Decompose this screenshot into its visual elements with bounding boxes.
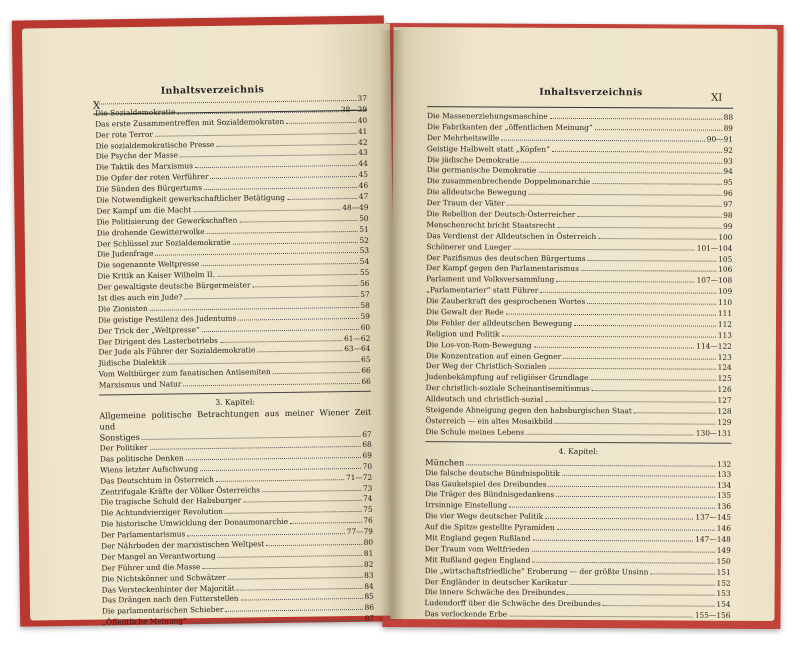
entry-page: 128: [717, 406, 732, 416]
dot-leader: [538, 166, 721, 174]
dot-leader: [238, 312, 358, 321]
entry-page: 52: [359, 235, 369, 245]
right-chapter-entries-list: [424, 468, 731, 622]
entry-title: Menschenrecht bricht Staatsrecht: [426, 220, 556, 230]
entry-title: Der Politiker: [99, 442, 148, 453]
chapter-4-label: 4. Kapitel:: [558, 446, 599, 456]
entry-title: Schönerer und Lueger: [426, 241, 512, 252]
dot-leader: [545, 512, 693, 520]
entry-title: Die historische Umwicklung der Donaumonarchie: [100, 517, 289, 529]
entry-page: 107—108: [696, 275, 733, 286]
entry-page: 105: [718, 254, 733, 264]
entry-title: Die Träger des Bündnisgedankens: [425, 489, 555, 500]
dot-leader: [562, 468, 715, 476]
dot-leader: [506, 308, 716, 316]
dot-leader: [588, 254, 717, 262]
entry-title: Auf die Spitze gestellte Pyramiden: [424, 522, 555, 532]
dot-leader: [592, 384, 716, 392]
dot-leader: [507, 199, 722, 207]
dot-leader: [533, 340, 694, 348]
entry-title: Alldeutsch und christlich-sozial: [425, 394, 544, 404]
dot-leader: [240, 592, 362, 601]
entry-title: Das Drängen nach den Futterstellen: [101, 594, 239, 605]
dot-leader: [184, 290, 358, 299]
entry-title: Das verlockende Erbe: [424, 609, 508, 619]
entry-page: 134: [717, 480, 732, 490]
entry-title: Die vier Wege deutscher Politik: [424, 511, 544, 521]
right-page-header: Inhaltsverzeichnis: [539, 86, 643, 99]
entry-title: Die Massenerziehungsmaschine: [427, 111, 548, 121]
left-chapter-entries-list: [100, 440, 375, 629]
left-page-header: Inhaltsverzeichnis: [160, 84, 265, 97]
entry-page: 40: [357, 115, 368, 125]
entry-page: 46: [358, 180, 369, 191]
entry-page: 37: [357, 93, 367, 103]
entry-title: Der Nährboden der marxistischen Weltpest: [101, 539, 265, 551]
dot-leader: [567, 588, 714, 596]
entry-page: 93: [723, 156, 733, 166]
dot-leader: [218, 549, 362, 558]
entry-page: 98: [723, 210, 733, 220]
entry-title: Die tragische Schuld der Habsburger: [100, 495, 242, 507]
dot-leader: [548, 362, 715, 370]
entry-title: Die Los-von-Rom-Bewegung: [425, 339, 532, 350]
entry-page: 155—156: [694, 610, 731, 620]
entry-page: 106: [718, 265, 733, 275]
entry-title: Der Jude als Führer der Sozialdemokratie: [98, 345, 256, 358]
dot-leader: [207, 225, 358, 234]
dot-leader: [225, 505, 361, 514]
entry-page: 63—64: [344, 344, 371, 354]
toc-entry: [425, 427, 731, 439]
dot-leader: [501, 133, 704, 141]
entry-page: 84: [364, 581, 374, 591]
entry-title: Das Deutschtum in Österreich: [100, 474, 214, 486]
dot-leader: [574, 319, 716, 327]
dot-leader: [532, 555, 714, 563]
dot-leader: [233, 236, 358, 245]
entry-title: Der Kampf gegen den Parlamentarismus: [426, 263, 579, 274]
entry-title: Der Mangel an Verantwortung: [101, 550, 216, 562]
entry-title: Die alldeutsche Bewegung: [426, 187, 527, 197]
entry-page: 44: [358, 159, 368, 169]
dot-leader: [550, 112, 722, 120]
entry-page: 114—122: [696, 341, 732, 351]
dot-leader: [590, 373, 715, 381]
entry-page: 85: [364, 592, 374, 602]
dot-leader: [529, 188, 722, 196]
dot-leader: [216, 473, 344, 482]
entry-title: Parlament und Volksversammlung: [426, 274, 555, 285]
entry-title: Die Zauberkraft des gesprochenen Wortes: [426, 296, 586, 307]
dot-leader: [513, 242, 695, 250]
dot-leader: [220, 334, 342, 343]
entry-page: 67: [362, 429, 372, 439]
dot-leader: [592, 177, 721, 185]
entry-title: Der Trick der „Weltpresse“: [98, 324, 200, 336]
entry-page: 38—39: [340, 104, 368, 115]
entry-page: 41: [357, 126, 368, 136]
entry-page: 94: [723, 167, 733, 177]
entry-page: 109: [718, 286, 733, 297]
entry-title: Der Schlüssel zur Sozialdemokratie: [96, 237, 231, 249]
entry-page: 112: [717, 319, 733, 329]
dot-leader: [587, 297, 716, 305]
entry-title: Der Führer und die Masse: [101, 561, 201, 573]
entry-page: 92: [723, 145, 733, 155]
entry-title: Die Achtundvierziger Revolution: [100, 507, 224, 518]
dot-leader: [556, 275, 694, 283]
entry-page: 69: [362, 450, 372, 460]
entry-page: 99: [723, 221, 733, 231]
entry-title: Die falsche deutsche Bündnispolitik: [425, 467, 560, 478]
dot-leader: [202, 323, 359, 332]
dot-leader: [526, 428, 694, 436]
dot-leader: [225, 603, 362, 612]
dot-leader: [502, 329, 716, 337]
entry-page: 123: [717, 352, 732, 362]
entry-title: Der Pazifismus des deutschen Bürgertums: [426, 252, 586, 263]
entry-title: Der Dirigent des Lasterbetriebs: [98, 335, 218, 347]
entry-page: 54: [359, 257, 370, 267]
entry-title: Steigende Abneigung gegen den habsburgischen Staat: [425, 405, 632, 416]
right-chapter-divider: [425, 441, 731, 444]
right-toc: [424, 111, 733, 622]
entry-page: 45: [358, 170, 369, 180]
dot-leader: [532, 534, 693, 542]
entry-page: 125: [717, 374, 732, 384]
entry-page: 151: [716, 567, 731, 577]
dot-leader: [177, 105, 339, 114]
entry-title: Marxismus und Natur: [98, 379, 182, 390]
entry-page: 50: [359, 213, 369, 223]
entry-title: Die drohende Gewitterwolke: [96, 226, 205, 238]
entry-page: 153: [716, 589, 731, 599]
entry-title: Die Fehler der alldeutschen Bewegung: [425, 318, 573, 328]
left-page-number: X: [92, 100, 101, 112]
left-page: [22, 23, 398, 627]
dot-leader: [532, 545, 715, 553]
dot-leader: [150, 301, 359, 311]
entry-title: Die parlamentarischen Schieber: [101, 605, 224, 616]
entry-title: Der Engländer in deutscher Karikatur: [424, 576, 568, 587]
entry-page: 133: [717, 469, 732, 479]
dot-leader: [187, 527, 345, 536]
dot-leader: [168, 355, 359, 365]
entry-title: Die Sünden des Bürgertums: [96, 183, 203, 194]
entry-title: Judenbekämpfung auf religiöser Grundlage: [425, 372, 589, 383]
entry-title: Die Rebellion der Deutsch-Österreicher: [426, 209, 576, 219]
entry-title: Die Schule meines Lebens: [425, 426, 525, 437]
dot-leader: [155, 127, 356, 137]
entry-title: Geistige Halbwelt statt „Köpfen“: [426, 143, 550, 154]
dot-leader: [521, 155, 721, 163]
dot-leader: [540, 286, 716, 294]
entry-page: 130—131: [695, 428, 732, 438]
right-page: [390, 27, 777, 621]
entry-title: Die Nichtskönner und Schwätzer: [101, 572, 226, 584]
entry-title: Das Verdienst der Alldeutschen in Österreich: [426, 230, 597, 241]
entry-page: 76: [363, 515, 373, 526]
entry-title: Religion und Politik: [425, 328, 500, 339]
entry-title: Der Kampf um die Macht: [96, 205, 192, 216]
entry-title: Die Judenfrage: [96, 249, 154, 260]
chapter-3-title-line1: Allgemeine politische Betrachtungen aus meiner Wiener Zeit und: [99, 406, 372, 432]
dot-leader: [239, 214, 357, 223]
dot-leader: [595, 123, 722, 131]
dot-leader: [186, 451, 361, 460]
entry-title: Die Notwendigkeit gewerkschaftlicher Betätigung: [96, 192, 286, 205]
entry-title: Vom Weltbürger zum fanatischen Antisemiten: [98, 367, 271, 379]
entry-page: 111: [717, 308, 733, 318]
dot-leader: [180, 148, 356, 157]
left-toc: [92, 93, 375, 629]
dot-leader: [183, 377, 359, 386]
entry-title: Sonstiges: [99, 432, 140, 443]
dot-leader: [557, 523, 715, 531]
entry-title: Der Mehrheitswille: [426, 132, 500, 143]
dot-leader: [210, 170, 356, 179]
entry-title: Die Kritik an Kaiser Wilhelm II.: [97, 270, 216, 281]
chapter-3-label: 3. Kapitel:: [215, 397, 256, 407]
entry-page: 86: [364, 603, 375, 613]
dot-leader: [201, 257, 358, 266]
entry-page: 96: [723, 188, 733, 199]
entry-page: 58: [360, 300, 370, 310]
dot-leader: [237, 581, 363, 590]
entry-title: Mit England gegen Rußland: [424, 533, 531, 543]
dot-leader: [243, 494, 361, 503]
entry-page: 83: [364, 570, 374, 580]
entry-page: 73: [362, 483, 373, 493]
dot-leader: [569, 577, 714, 585]
entry-page: 97: [723, 199, 733, 209]
entry-title: „Parlamentarier“ statt Führer: [426, 285, 539, 296]
dot-leader: [273, 366, 360, 374]
dot-leader: [228, 571, 362, 580]
dot-leader: [548, 479, 715, 487]
entry-title: Der gewaltigste deutsche Bürgermeister: [97, 280, 251, 292]
entry-page: 152: [716, 578, 731, 588]
right-page-number: XI: [711, 92, 723, 104]
dot-leader: [650, 567, 714, 574]
dot-leader: [555, 417, 716, 425]
dot-leader: [290, 516, 361, 524]
entry-title: Die Psyche der Masse: [95, 150, 179, 162]
dot-leader: [262, 483, 361, 491]
entry-page: 147—148: [695, 534, 731, 544]
entry-page: 127: [717, 395, 732, 405]
entry-title: Die Fabrikanten der „öffentlichen Meinung“: [427, 122, 593, 132]
entry-page: 55: [359, 268, 370, 278]
entry-page: 71—72: [345, 472, 373, 482]
entry-title: Zentrifugale Kräfte der Völker Österreichs: [100, 484, 261, 497]
entry-page: 136: [716, 501, 732, 512]
entry-page: 137—145: [695, 512, 732, 522]
entry-page: 126: [717, 384, 732, 395]
entry-title: Ist dies auch ein Jude?: [97, 292, 183, 303]
entry-title: Jüdische Dialektik: [98, 357, 167, 368]
entry-title: Die Opfer der roten Verführer: [95, 172, 209, 183]
entry-page: 89: [723, 123, 734, 133]
entry-page: 77—79: [346, 526, 374, 537]
dot-leader: [581, 264, 716, 272]
dot-leader: [252, 279, 358, 287]
entry-page: 61—62: [343, 333, 371, 343]
entry-title: Die Gewalt der Rede: [426, 307, 504, 317]
entry-page: 60: [360, 322, 371, 332]
entry-page: 90—91: [706, 134, 733, 144]
entry-title: Ludendorff über die Schwäche des Dreibundes: [424, 598, 601, 609]
entry-title: Die Taktik des Marxismus: [95, 161, 193, 172]
entry-title: „Öffentliche Meinung“: [102, 616, 187, 627]
dot-leader: [509, 610, 693, 618]
entry-page: 110: [717, 297, 733, 307]
dot-leader: [217, 268, 358, 277]
entry-title: Der Traum der Väter: [426, 198, 505, 208]
entry-page: 43: [358, 148, 368, 158]
entry-title: Die sozialdemokratische Presse: [95, 139, 215, 151]
dot-leader: [286, 116, 356, 124]
entry-title: Das politische Denken: [99, 453, 184, 464]
entry-page: 51: [359, 224, 369, 234]
entry-title: Die innere Schwäche des Dreibundes: [424, 587, 566, 598]
entry-page: 70: [362, 461, 373, 471]
entry-title: Die Zionisten: [97, 303, 148, 314]
dot-leader: [287, 192, 357, 200]
entry-page: 56: [360, 278, 370, 289]
entry-title: Die „wirtschaftsfriedliche“ Eroberung — der größte Unsinn: [424, 565, 649, 576]
entry-page: 88: [723, 112, 734, 122]
dot-leader: [257, 345, 342, 353]
dot-leader: [189, 614, 363, 623]
entry-title: Die Sozialdemokratie: [95, 107, 176, 118]
dot-leader: [603, 599, 715, 607]
entry-page: 53: [359, 246, 370, 256]
entry-page: 68: [362, 439, 372, 449]
entry-title: Der Weg der Christlich-Sozialen: [425, 361, 547, 372]
entry-page: 75: [363, 505, 373, 515]
entry-page: 149: [716, 545, 731, 555]
dot-leader: [557, 221, 721, 229]
entry-page: 66: [361, 366, 371, 376]
dot-leader: [202, 560, 362, 569]
entry-page: 81: [363, 548, 374, 558]
dot-leader: [195, 159, 357, 168]
entry-title: Mit Rußland gegen England: [424, 554, 531, 565]
dot-leader: [155, 246, 357, 256]
dot-leader: [509, 501, 715, 509]
entry-title: Die Konzentration auf einen Gegner: [425, 350, 562, 361]
entry-page: 48—49: [342, 202, 369, 213]
entry-title: Die Politisierung der Gewerkschaften: [96, 215, 238, 227]
entry-page: 42: [358, 137, 368, 147]
entry-title: Der Parlamentarismus: [100, 529, 186, 540]
entry-page: 154: [716, 599, 731, 610]
dot-leader: [193, 203, 340, 212]
right-entries-list: [425, 111, 733, 439]
dot-leader: [556, 490, 715, 498]
dot-leader: [204, 181, 357, 190]
left-entries-list: [92, 93, 371, 392]
entry-page: 87: [364, 613, 375, 624]
dot-leader: [545, 395, 715, 403]
entry-title: Der rote Terror: [95, 129, 154, 140]
entry-title: Die zusammenbrechende Doppelmonarchie: [426, 176, 591, 187]
entry-page: 150: [716, 556, 731, 566]
dot-leader: [634, 406, 716, 413]
entry-page: 132: [717, 459, 732, 469]
entry-page: 95: [723, 178, 733, 188]
dot-leader: [97, 94, 356, 105]
entry-page: 74: [363, 494, 373, 504]
entry-title: Das Versteckenhinter der Majorität: [101, 583, 235, 595]
entry-page: 80: [363, 537, 374, 547]
entry-page: 66: [361, 376, 371, 387]
entry-page: 47: [358, 191, 369, 201]
entry-page: 100: [718, 232, 733, 242]
dot-leader: [563, 351, 716, 359]
entry-title: Der Traum vom Weltfrieden: [424, 544, 530, 554]
dot-leader: [200, 462, 361, 471]
entry-page: 146: [716, 523, 731, 533]
dot-leader: [216, 138, 356, 147]
entry-page: 135: [716, 491, 732, 501]
entry-title: Irrsinnige Einstellung: [425, 500, 508, 510]
entry-title: Die jüdische Demokratie: [426, 154, 520, 165]
dot-leader: [552, 145, 722, 153]
entry-page: 59: [360, 311, 370, 321]
entry-page: 65: [361, 355, 371, 365]
entry-page: 129: [717, 417, 732, 427]
dot-leader: [142, 430, 360, 440]
entry-title: Die geistige Pestilenz des Judentums: [97, 313, 237, 325]
entry-page: 101—104: [696, 243, 733, 253]
entry-title: Der christlich-soziale Scheinantisemitismus: [425, 383, 590, 394]
entry-page: 124: [717, 363, 732, 373]
right-header-rule: [427, 106, 733, 109]
entry-title: Die sogenannte Weltpresse: [97, 259, 200, 270]
dot-leader: [466, 458, 715, 466]
entry-title: Die germanische Demokratie: [426, 165, 537, 176]
entry-title: Das Gaukelspiel des Dreibundes: [425, 478, 547, 489]
toc-entry: [424, 609, 730, 621]
entry-page: 82: [363, 559, 374, 569]
entry-title: Wiens letzter Aufschwung: [99, 463, 199, 475]
dot-leader: [598, 232, 716, 240]
entry-page: 57: [360, 289, 370, 299]
entry-title: Das erste Zusammentreffen mit Sozialdemokraten: [95, 116, 285, 129]
entry-title: Österreich — ein altes Mosaikbild: [425, 416, 553, 426]
dot-leader: [577, 210, 721, 218]
dot-leader: [266, 538, 362, 546]
entry-page: 113: [717, 330, 732, 340]
entry-title: München: [425, 456, 465, 468]
